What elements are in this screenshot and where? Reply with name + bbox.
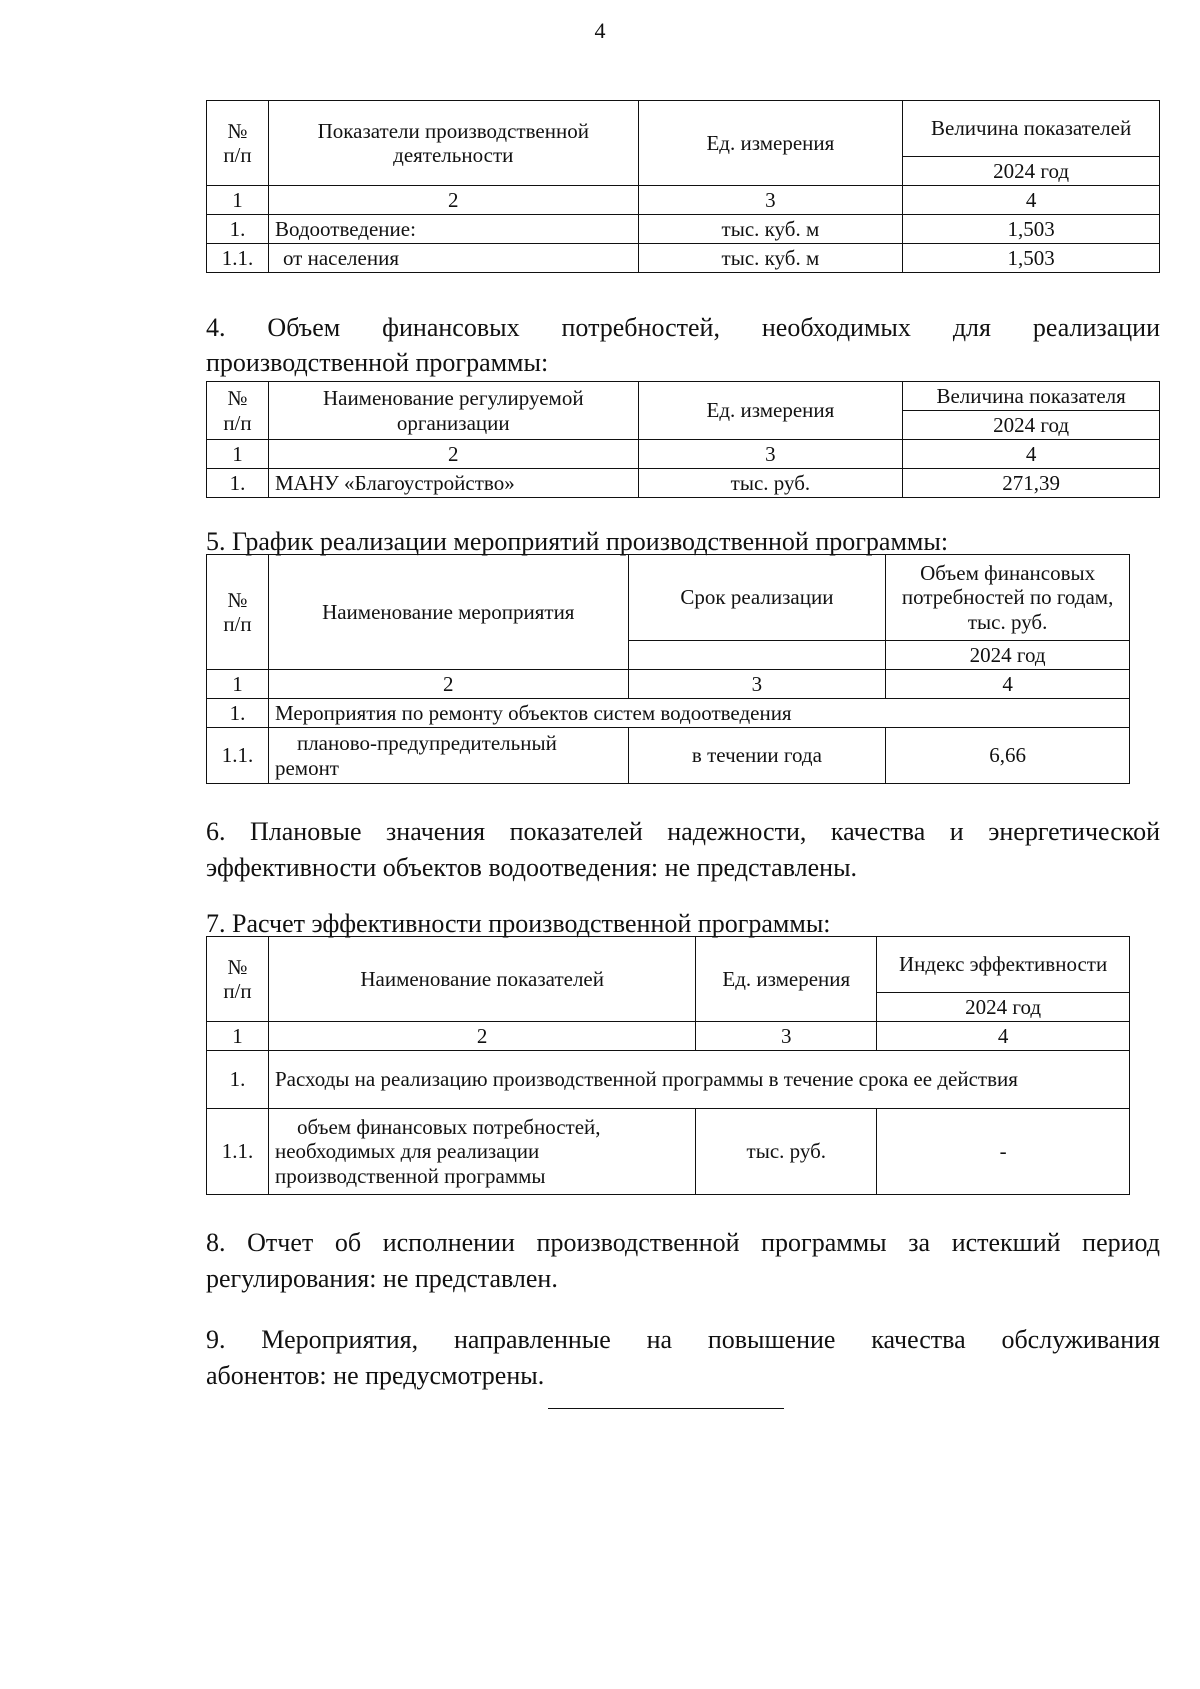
row-num: 1. xyxy=(207,469,269,498)
table-row xyxy=(207,244,1160,273)
header-unit: Ед. измерения xyxy=(638,382,903,440)
section-7-title: 7. Расчет эффективности производственной программы: xyxy=(206,909,831,938)
table-row xyxy=(207,728,1130,784)
row-num: 1.1. xyxy=(207,728,269,784)
row-name: от населения xyxy=(268,244,638,273)
table-row xyxy=(207,215,1160,244)
row-value: 1,503 xyxy=(903,244,1160,273)
row-name-line1: объем финансовых потребностей, xyxy=(296,1115,601,1140)
row-value: 271,39 xyxy=(903,469,1160,498)
group-num: 1. xyxy=(207,699,269,728)
header-num: № п/п xyxy=(207,937,269,1022)
section-6-line1: 6. Плановые значения показателей надежности, качества и энергетической xyxy=(206,817,1160,846)
table-row xyxy=(207,1109,1130,1195)
header-event: Наименование мероприятия xyxy=(268,555,628,670)
row-value: - xyxy=(877,1109,1130,1195)
header-num: № п/п xyxy=(207,382,269,440)
row-name: Водоотведение: xyxy=(268,215,638,244)
row-num: 1.1. xyxy=(207,1109,269,1195)
group-name: Мероприятия по ремонту объектов систем водоотведения xyxy=(268,699,1129,728)
section-9-line1: 9. Мероприятия, направленные на повышение качества обслуживания xyxy=(206,1325,1160,1354)
colnum: 4 xyxy=(877,1022,1130,1051)
header-unit: Ед. измерения xyxy=(638,101,903,186)
header-term-empty xyxy=(628,641,886,670)
header-value: Величина показателя xyxy=(903,382,1160,411)
financial-needs-table xyxy=(206,381,1160,498)
colnum: 2 xyxy=(268,670,628,699)
table-group-row xyxy=(207,699,1130,728)
row-name-line3: производственной программы xyxy=(274,1163,546,1188)
colnum: 3 xyxy=(638,440,903,469)
colnum: 4 xyxy=(886,670,1130,699)
row-name-line2: необходимых для реализации xyxy=(274,1139,540,1164)
row-name-line1: планово-предупредительный xyxy=(296,731,557,756)
section-5-title: 5. График реализации мероприятий производственной программы: xyxy=(206,527,949,556)
row-name-line2: ремонт xyxy=(274,755,339,780)
end-divider xyxy=(548,1408,784,1409)
row-name xyxy=(268,728,628,784)
efficiency-table xyxy=(206,936,1130,1195)
header-year: 2024 год xyxy=(886,641,1130,670)
section-8-line2: регулирования: не представлен. xyxy=(206,1264,558,1293)
header-org: Наименование регулируемой организации xyxy=(268,382,638,440)
colnum: 1 xyxy=(207,1022,269,1051)
row-term: в течении года xyxy=(628,728,886,784)
header-year: 2024 год xyxy=(903,157,1160,186)
section-4-line2: производственной программы: xyxy=(206,348,549,377)
header-unit: Ед. измерения xyxy=(696,937,877,1022)
colnum: 1 xyxy=(207,440,269,469)
colnum: 1 xyxy=(207,670,269,699)
header-indicators: Показатели производственной деятельности xyxy=(268,101,638,186)
table-group-row xyxy=(207,1051,1130,1109)
header-term: Срок реализации xyxy=(628,555,886,641)
production-indicators-table xyxy=(206,100,1160,273)
row-num: 1. xyxy=(207,215,269,244)
page-number: 4 xyxy=(594,18,606,43)
header-finance: Объем финансовых потребностей по годам, тыс. руб. xyxy=(886,555,1130,641)
colnum: 3 xyxy=(696,1022,877,1051)
header-year: 2024 год xyxy=(903,411,1160,440)
row-num: 1.1. xyxy=(207,244,269,273)
row-unit: тыс. руб. xyxy=(696,1109,877,1195)
group-name: Расходы на реализацию производственной программы в течение срока ее действия xyxy=(268,1051,1129,1109)
colnum: 2 xyxy=(268,440,638,469)
colnum: 2 xyxy=(268,1022,695,1051)
row-unit: тыс. куб. м xyxy=(638,215,903,244)
schedule-table xyxy=(206,554,1130,784)
colnum: 2 xyxy=(268,186,638,215)
table-row xyxy=(207,469,1160,498)
colnum: 4 xyxy=(903,186,1160,215)
header-value: Величина показателей xyxy=(903,101,1160,157)
row-value: 1,503 xyxy=(903,215,1160,244)
row-unit: тыс. куб. м xyxy=(638,244,903,273)
header-num: № п/п xyxy=(207,555,269,670)
header-index: Индекс эффективности xyxy=(877,937,1130,993)
colnum: 4 xyxy=(903,440,1160,469)
row-unit: тыс. руб. xyxy=(638,469,903,498)
header-indicators: Наименование показателей xyxy=(268,937,695,1022)
group-num: 1. xyxy=(207,1051,269,1109)
colnum: 1 xyxy=(207,186,269,215)
header-year: 2024 год xyxy=(877,993,1130,1022)
section-6-line2: эффективности объектов водоотведения: не представлены. xyxy=(206,853,858,882)
colnum: 3 xyxy=(628,670,886,699)
section-9-line2: абонентов: не предусмотрены. xyxy=(206,1361,545,1390)
colnum: 3 xyxy=(638,186,903,215)
section-4-line1: 4. Объем финансовых потребностей, необходимых для реализации xyxy=(206,313,1160,342)
row-value: 6,66 xyxy=(886,728,1130,784)
row-name xyxy=(268,1109,695,1195)
row-name: МАНУ «Благоустройство» xyxy=(268,469,638,498)
section-8-line1: 8. Отчет об исполнении производственной программы за истекший период xyxy=(206,1228,1160,1257)
header-num: № п/п xyxy=(207,101,269,186)
